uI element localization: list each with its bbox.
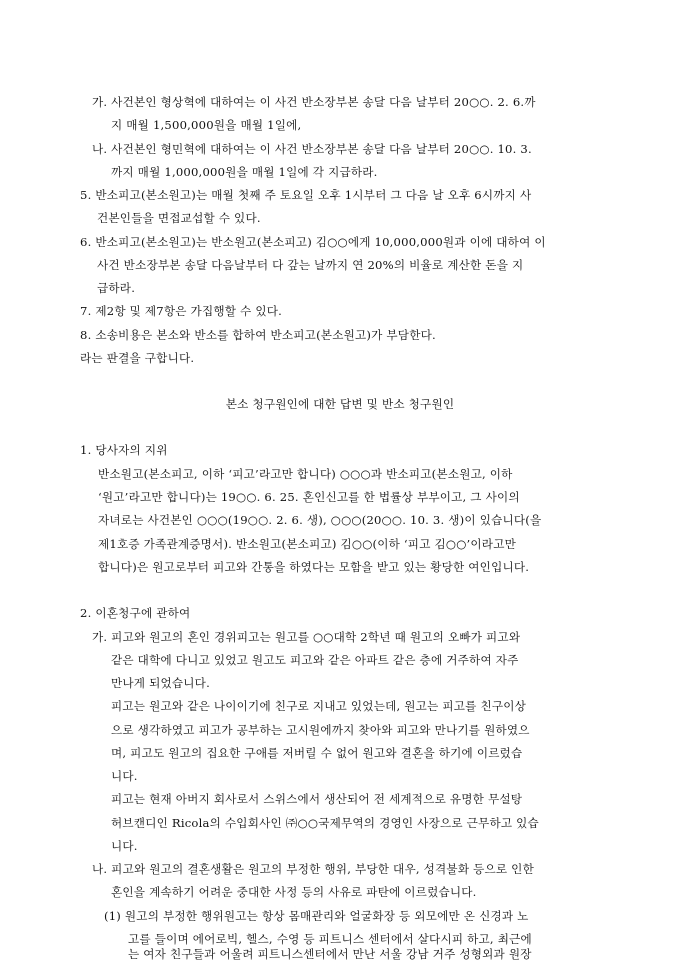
text-line: 합니다)은 원고로부터 피고와 간통을 하였다는 모함을 받고 있는 황당한 여인입니다. xyxy=(98,560,530,574)
text-line: 고를 들이며 에어로빅, 헬스, 수영 등 피트니스 센터에서 살다시피 하고, 최근에 xyxy=(128,932,532,946)
text-line: 피고는 현재 아버지 회사로서 스위스에서 생산되어 전 세계적으로 유명한 무설탕 xyxy=(111,792,523,806)
text-line: 8. 소송비용은 본소와 반소를 합하여 반소피고(본소원고)가 부담한다. xyxy=(80,328,436,342)
text-line: 가. 피고와 원고의 혼인 경위피고는 원고를 ○○대학 2학년 때 원고의 오빠가 피고와 xyxy=(92,630,521,644)
text-line: 으로 생각하였고 피고가 공부하는 고시원에까지 찾아와 피고와 만나기를 원하였으 xyxy=(111,723,530,737)
text-line: 나. 피고와 원고의 결혼생활은 원고의 부정한 행위, 부당한 대우, 성격불화 등으로 인한 xyxy=(92,862,534,876)
text-line: 니다. xyxy=(111,769,138,783)
text-line: 까지 매월 1,000,000원을 매월 1일에 각 지급하라. xyxy=(111,165,378,179)
text-line: 자녀로는 사건본인 ○○○(19○○. 2. 6. 생), ○○○(20○○. 10. 3. 생)이 있습니다(을 xyxy=(98,513,542,527)
section-heading: 본소 청구원인에 대한 답변 및 반소 청구원인 xyxy=(225,397,455,411)
text-line: 제1호증 가족관계증명서). 반소원고(본소피고) 김○○(이하 ‘피고 김○○’이라고만 xyxy=(98,537,517,551)
text-line: 급하라. xyxy=(97,281,136,295)
text-line: 만나게 되었습니다. xyxy=(111,676,210,690)
text-line: 2. 이혼청구에 관하여 xyxy=(80,606,191,620)
text-line: 6. 반소피고(본소원고)는 반소원고(본소피고) 김○○에게 10,000,000원과 이에 대하여 이 xyxy=(80,235,546,249)
text-line: 같은 대학에 다니고 있었고 원고도 피고와 같은 아파트 같은 층에 거주하여 자주 xyxy=(111,653,519,667)
text-line: 가. 사건본인 형상혁에 대하여는 이 사건 반소장부본 송달 다음 날부터 20○○. 2. 6.까 xyxy=(92,95,536,109)
text-line: 1. 당사자의 지위 xyxy=(80,443,168,457)
text-line: 라는 판결을 구합니다. xyxy=(80,351,195,365)
text-line: 혼인을 계속하기 어려운 중대한 사정 등의 사유로 파탄에 이르렀습니다. xyxy=(111,885,477,899)
text-line: 허브캔디인 Ricola의 수입회사인 ㈜○○국제무역의 경영인 사장으로 근무하고 있습 xyxy=(111,816,539,830)
text-line: 반소원고(본소피고, 이하 ‘피고’라고만 합니다) ○○○과 반소피고(본소원고, 이하 xyxy=(98,467,513,481)
text-line: (1) 원고의 부정한 행위원고는 항상 몸매관리와 얼굴화장 등 외모에만 온 신경과 노 xyxy=(104,909,529,923)
text-line: 사건 반소장부본 송달 다음날부터 다 갚는 날까지 연 20%의 비율로 계산한 돈을 지 xyxy=(97,258,524,272)
text-line: 니다. xyxy=(111,839,138,853)
text-line: 는 여자 친구들과 어울려 피트니스센터에서 만난 서울 강남 거주 성형외과 원장 xyxy=(128,947,532,961)
text-line: 나. 사건본인 형민혁에 대하여는 이 사건 반소장부본 송달 다음 날부터 20○○. 10. 3. xyxy=(92,142,532,156)
text-line: 피고는 원고와 같은 나이이기에 친구로 지내고 있었는데, 원고는 피고를 친구이상 xyxy=(111,699,527,713)
text-line: 며, 피고도 원고의 집요한 구애를 저버릴 수 없어 원고와 결혼을 하기에 이르렀습 xyxy=(111,746,523,760)
text-line: 건본인들을 면접교섭할 수 있다. xyxy=(97,211,261,225)
text-line: 7. 제2항 및 제7항은 가집행할 수 있다. xyxy=(80,304,283,318)
text-line: ‘원고’라고만 합니다)는 19○○. 6. 25. 혼인신고를 한 법률상 부부이고, 그 사이의 xyxy=(98,490,520,504)
text-line: 5. 반소피고(본소원고)는 매월 첫째 주 토요일 오후 1시부터 그 다음 날 오후 6시까지 사 xyxy=(80,188,532,202)
text-line: 지 매월 1,500,000원을 매월 1일에, xyxy=(111,118,302,132)
